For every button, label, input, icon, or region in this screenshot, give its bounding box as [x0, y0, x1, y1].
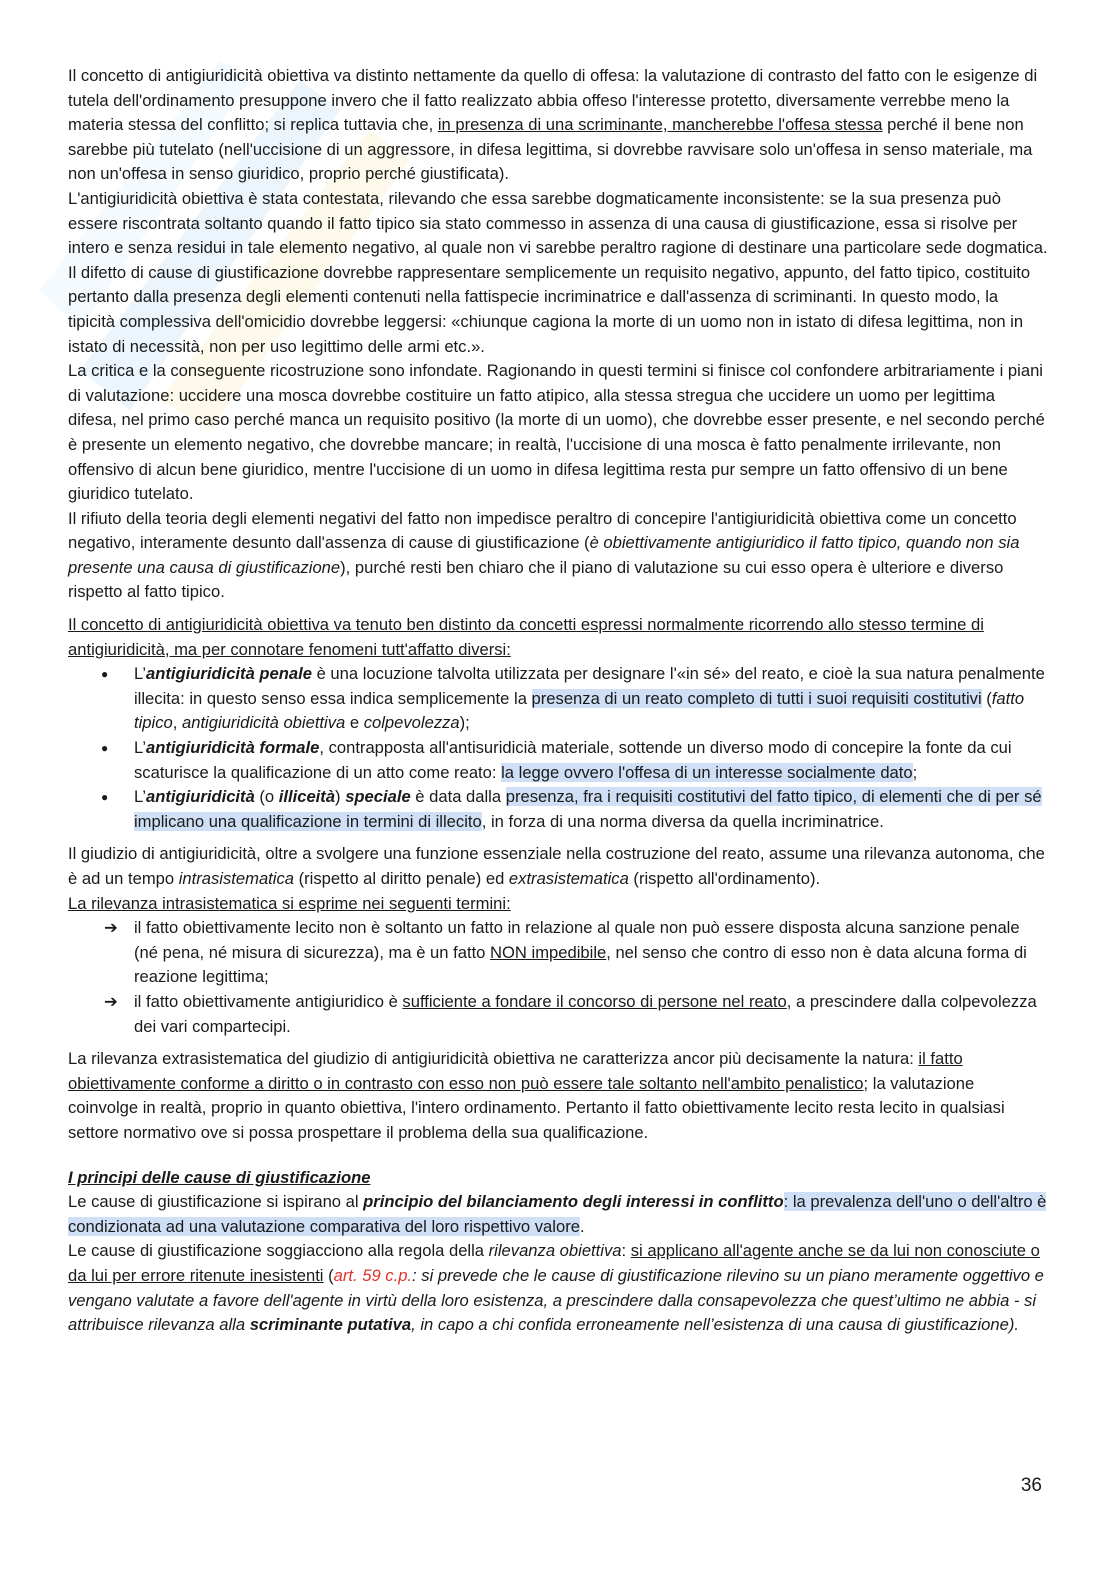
article-reference: art. 59 c.p.: [333, 1265, 413, 1285]
paragraph-elementi-negativi: Il rifiuto della teoria degli elementi negativi del fatto non impedisce peraltro di concepire l'antigiuridicità obiettiva come un concetto negativo, interamente desunto dall'assenza di cause di giustificazione (è obiettivamente antigiuridico il fatto tipico, quando non sia presente una causa di giustificazione), purché resti ben chiaro che il piano di valutazione su cui esso opera è ulteriore e diverso rispetto al fatto tipico.: [68, 508, 1020, 602]
list-item: ● L’antigiuridicità formale, contrapposta all'antisuridicià materiale, sottende un diverso modo di concepire la fonte da cui scaturisce la qualificazione di un atto come reato: la legge ovvero l'offesa di un interesse socialmente dato;: [101, 738, 1012, 782]
arrow-list-intrasistematica: [68, 916, 1048, 1039]
bullet-marker: ●: [101, 741, 109, 756]
section-heading: I principi delle cause di giustificazione: [68, 1167, 371, 1187]
paragraph-extrasistematica: La rilevanza extrasistematica del giudizio di antigiuridicità obiettiva ne caratterizza ancor più decisamente la natura: il fatto obiettivamente conforme a diritto o in contrasto con esso non può essere tale soltanto nell'ambito penalistico; la valutazione coinvolge in realtà, proprio in quanto obiettiva, l'intero ordinamento. Pertanto il fatto obiettivamente lecito resta lecito in qualsiasi settore normativo ove si possa prospettare il problema della sua qualificazione.: [68, 1049, 1005, 1142]
paragraph-critica: La critica e la conseguente ricostruzione sono infondate. Ragionando in questi termini si finisce col confondere arbitrariamente i piani di valutazione: uccidere una mosca dovrebbe costituire un fatto atipico, alla stessa stregua che uccidere un uomo per legittima difesa, nel primo caso perché manca un requisito positivo (la morte di un uomo), che dovrebbe esser presente, e nel secondo perché è presente un elemento negativo, che dovrebbe mancare; in realtà, l'uccisione di una mosca è fatto penalmente irrilevante, non offensivo di alcun bene giuridico, mentre l'uccisione di un uomo in difesa legittima resta pur sempre un fatto offensivo di un bene giuridico tutelato.: [68, 361, 1045, 504]
paragraph-rilevanza-obiettiva: Le cause di giustificazione soggiacciono alla regola della rilevanza obiettiva: si applicano all'agente anche se da lui non conosciute o da lui per errore ritenute inesistenti (art. 59 c.p.: si prevede che le cause di giustificazione rilevino su un piano meramente oggettivo e vengano valutate a favore dell'agente in virtù della loro esistenza, a prescindere dalla consapevolezza che quest’ultimo ne abbia - si attribuisce rilevanza alla scriminante putativa, in capo a chi confida erroneamente nell’esistenza di una causa di giustificazione).: [68, 1241, 1044, 1335]
paragraph-offesa: Il concetto di antigiuridicità obiettiva va distinto nettamente da quello di offesa: la valutazione di contrasto del fatto con le esigenze di tutela dell'ordinamento presuppone invero che il fatto realizzato abbia offeso l'interesse protetto, diversamente verrebbe meno la materia stessa del conflitto; si replica tuttavia che, in presenza di una scriminante, mancherebbe l'offesa stessa perché il bene non sarebbe più tutelato (nell'uccisione di un aggressore, in difesa legittima, si dovrebbe ravvisare solo un'offesa in senso materiale, ma non un'offesa in senso giuridico, proprio perché giustificata).: [68, 66, 1038, 184]
paragraph-distinzione-concetti: Il concetto di antigiuridicità obiettiva va tenuto ben distinto da concetti espressi normalmente ricorrendo allo stesso termine di antigiuridicità, ma per connotare fenomeni tutt'affatto diversi:: [68, 615, 984, 659]
list-item: ● L’antigiuridicità (o illiceità) speciale è data dalla presenza, fra i requisiti costitutivi del fatto tipico, di elementi che di per sé implicano una qualificazione in termini di illecito, in forza di una norma diversa da quella incriminatrice.: [101, 787, 1042, 831]
arrow-right-icon: ➔: [104, 991, 118, 1011]
list-item: ➔ il fatto obiettivamente antigiuridico è sufficiente a fondare il concorso di persone nel reato, a prescindere dalla colpevolezza dei vari compartecipi.: [104, 991, 1037, 1036]
bullet-list-antigiuridicita: [68, 662, 1048, 834]
document-page: [68, 64, 1048, 1338]
page-number: 36: [1020, 1475, 1042, 1496]
list-item: ➔ il fatto obiettivamente lecito non è soltanto un fatto in relazione al quale non può essere disposta alcuna sanzione penale (né pena, né misura di sicurezza), ma è un fatto NON impedibile, nel senso che contro di esso non è data alcuna forma di reazione legittima;: [104, 918, 1027, 987]
paragraph-bilanciamento: Le cause di giustificazione si ispirano al principio del bilanciamento degli interessi in conflitto: la prevalenza dell'uno o dell'altro è condizionata ad una valutazione comparativa del loro rispettivo valore.: [68, 1192, 1047, 1236]
paragraph-contestazione: L'antigiuridicità obiettiva è stata contestata, rilevando che essa sarebbe dogmaticamente inconsistente: se la sua presenza può essere riscontrata soltanto quando il fatto tipico sia stato commesso in assenza di una causa di giustificazione, essa si risolve per intero e senza residui in tale elemento negativo, al quale non vi sarebbe peraltro ragione di destinare una particolare sede dogmatica. Il difetto di cause di giustificazione dovrebbe rappresentare semplicemente un requisito negativo, appunto, del fatto tipico, costituito pertanto dalla presenza degli elementi contenuti nella fattispecie incriminatrice e dall'assenza di scriminanti. In questo modo, la tipicità complessiva dell'omicidio dovrebbe leggersi: «chiunque cagiona la morte di un uomo non in istato di difesa legittima, non in istato di necessità, non per uso legittimo delle armi etc.».: [68, 188, 1048, 356]
paragraph-rilevanza-autonoma: Il giudizio di antigiuridicità, oltre a svolgere una funzione essenziale nella costruzione del reato, assume una rilevanza autonoma, che è ad un tempo intrasistematica (rispetto al diritto penale) ed extrasistematica (rispetto all'ordinamento).: [68, 844, 1045, 888]
list-item: ● L’antigiuridicità penale è una locuzione talvolta utilizzata per designare l'«in sé» del reato, e cioè la sua natura penalmente illecita: in questo senso essa indica semplicemente la presenza di un reato completo di tutti i suoi requisiti costitutivi (fatto tipico, antigiuridicità obiettiva e colpevolezza);: [101, 664, 1045, 733]
bullet-marker: ●: [101, 667, 109, 682]
arrow-right-icon: ➔: [104, 918, 118, 938]
paragraph-intrasistematica: La rilevanza intrasistematica si esprime nei seguenti termini:: [68, 893, 511, 913]
bullet-marker: ●: [101, 790, 109, 805]
